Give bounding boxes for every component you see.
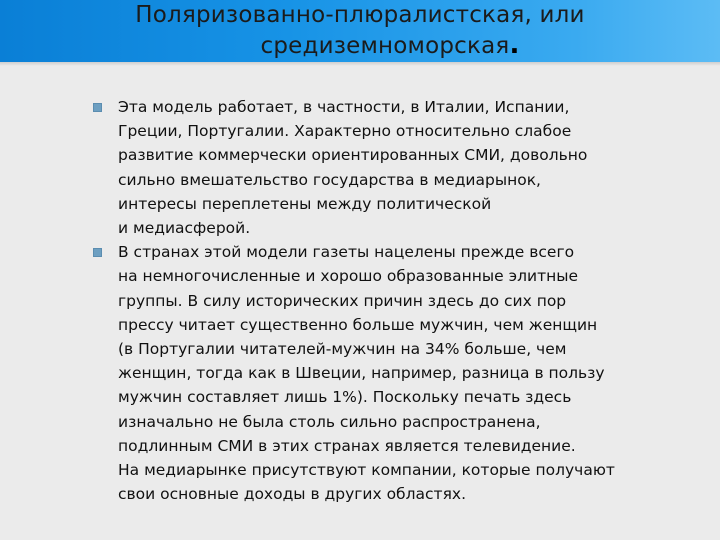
bullet-2-line-9: подлинным СМИ в этих странах является телевидение.	[118, 436, 576, 455]
bullet-2-line-3: группы. В силу исторических причин здесь до сих пор	[118, 291, 567, 310]
slide-title-line-2-text: средиземноморская	[260, 33, 510, 59]
bullet-1-line-1: Эта модель работает, в частности, в Италии, Испании,	[118, 98, 570, 116]
bullet-1-line-6: и медиасферой.	[118, 219, 251, 238]
slide-title-line-1: Поляризованно-плюралистская, или	[135, 2, 585, 28]
title-bar	[0, 0, 720, 62]
bullet-2-line-11: свои основные доходы в других областях.	[118, 485, 467, 504]
square-bullet-icon	[93, 103, 102, 112]
slide-content	[92, 95, 692, 506]
bullet-2-line-1: В странах этой модели газеты нацелены прежде всего	[118, 243, 575, 262]
slide-title-line-2	[60, 30, 660, 61]
bullet-2-line-7: мужчин составляет лишь 1%). Поскольку печать здесь	[118, 388, 572, 407]
slide-title	[60, 0, 660, 61]
bullet-item-1	[92, 95, 692, 240]
bullet-item-2	[92, 240, 692, 506]
bullet-1-line-2: Греции, Португалии. Характерно относительно слабое	[118, 122, 572, 141]
bullet-2-line-10: На медиарынке присутствуют компании, которые получают	[118, 461, 615, 480]
bullet-2-line-6: женщин, тогда как в Швеции, например, разница в пользу	[118, 364, 605, 383]
bullet-1-line-3: развитие коммерчески ориентированных СМИ, довольно	[118, 146, 588, 165]
bullet-2-line-2: на немногочисленные и хорошо образованные элитные	[118, 267, 579, 286]
square-bullet-icon	[93, 248, 102, 257]
bullet-1-line-4: сильно вмешательство государства в медиарынок,	[118, 170, 541, 189]
bullet-2-line-8: изначально не была столь сильно распространена,	[118, 412, 541, 431]
bullet-2-line-5: (в Португалии читателей-мужчин на 34% больше, чем	[118, 340, 567, 359]
bullet-2-line-4: прессу читает существенно больше мужчин, чем женщин	[118, 315, 598, 334]
slide-title-dot: .	[509, 30, 520, 60]
bullet-1-line-5: интересы переплетены между политической	[118, 194, 492, 213]
